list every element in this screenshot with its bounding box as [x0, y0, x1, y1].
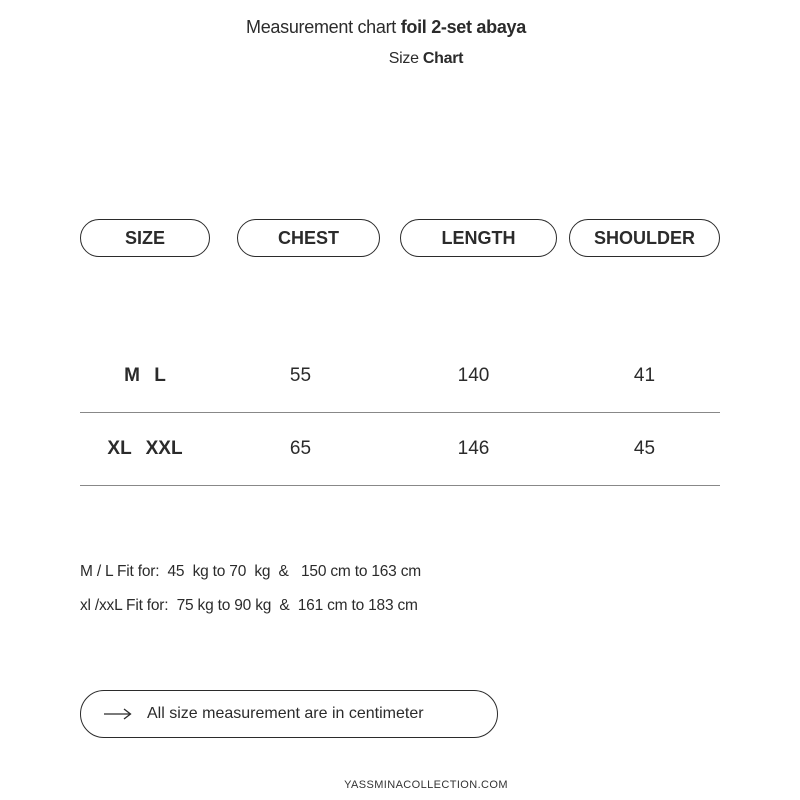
chest-cell: 65: [289, 438, 312, 459]
column-header-length: LENGTH: [400, 219, 557, 257]
size-cell: XL XXL: [107, 438, 183, 459]
note-text: All size measurement are in centimeter: [147, 705, 424, 722]
chest-cell: 55: [289, 365, 312, 386]
page-title: [0, 17, 772, 38]
footer-site: YASSMINACOLLECTION.COM: [344, 779, 508, 791]
arrow-right-icon: [103, 707, 133, 721]
table-row: [80, 412, 720, 486]
shoulder-cell: 45: [633, 438, 656, 459]
column-header-chest: CHEST: [237, 219, 380, 257]
page-subtitle: [0, 50, 800, 68]
column-header-shoulder: SHOULDER: [569, 219, 720, 257]
length-cell: 140: [457, 365, 490, 386]
shoulder-cell: 41: [633, 365, 656, 386]
title-prefix: Measurement chart: [246, 17, 396, 37]
column-header-size: SIZE: [80, 219, 210, 257]
subtitle-bold: Chart: [422, 50, 464, 67]
title-product: foil 2-set abaya: [400, 17, 526, 37]
measurement-note: [80, 690, 498, 738]
table-row: [80, 339, 720, 413]
fit-info-m-l: M / L Fit for: 45 kg to 70 kg & 150 cm to 163 cm: [80, 563, 421, 580]
size-cell: M L: [124, 365, 166, 386]
length-cell: 146: [457, 438, 490, 459]
subtitle-prefix: Size: [388, 50, 419, 67]
fit-info-xl-xxl: xl /xxL Fit for: 75 kg to 90 kg & 161 cm to 183 cm: [80, 597, 418, 614]
